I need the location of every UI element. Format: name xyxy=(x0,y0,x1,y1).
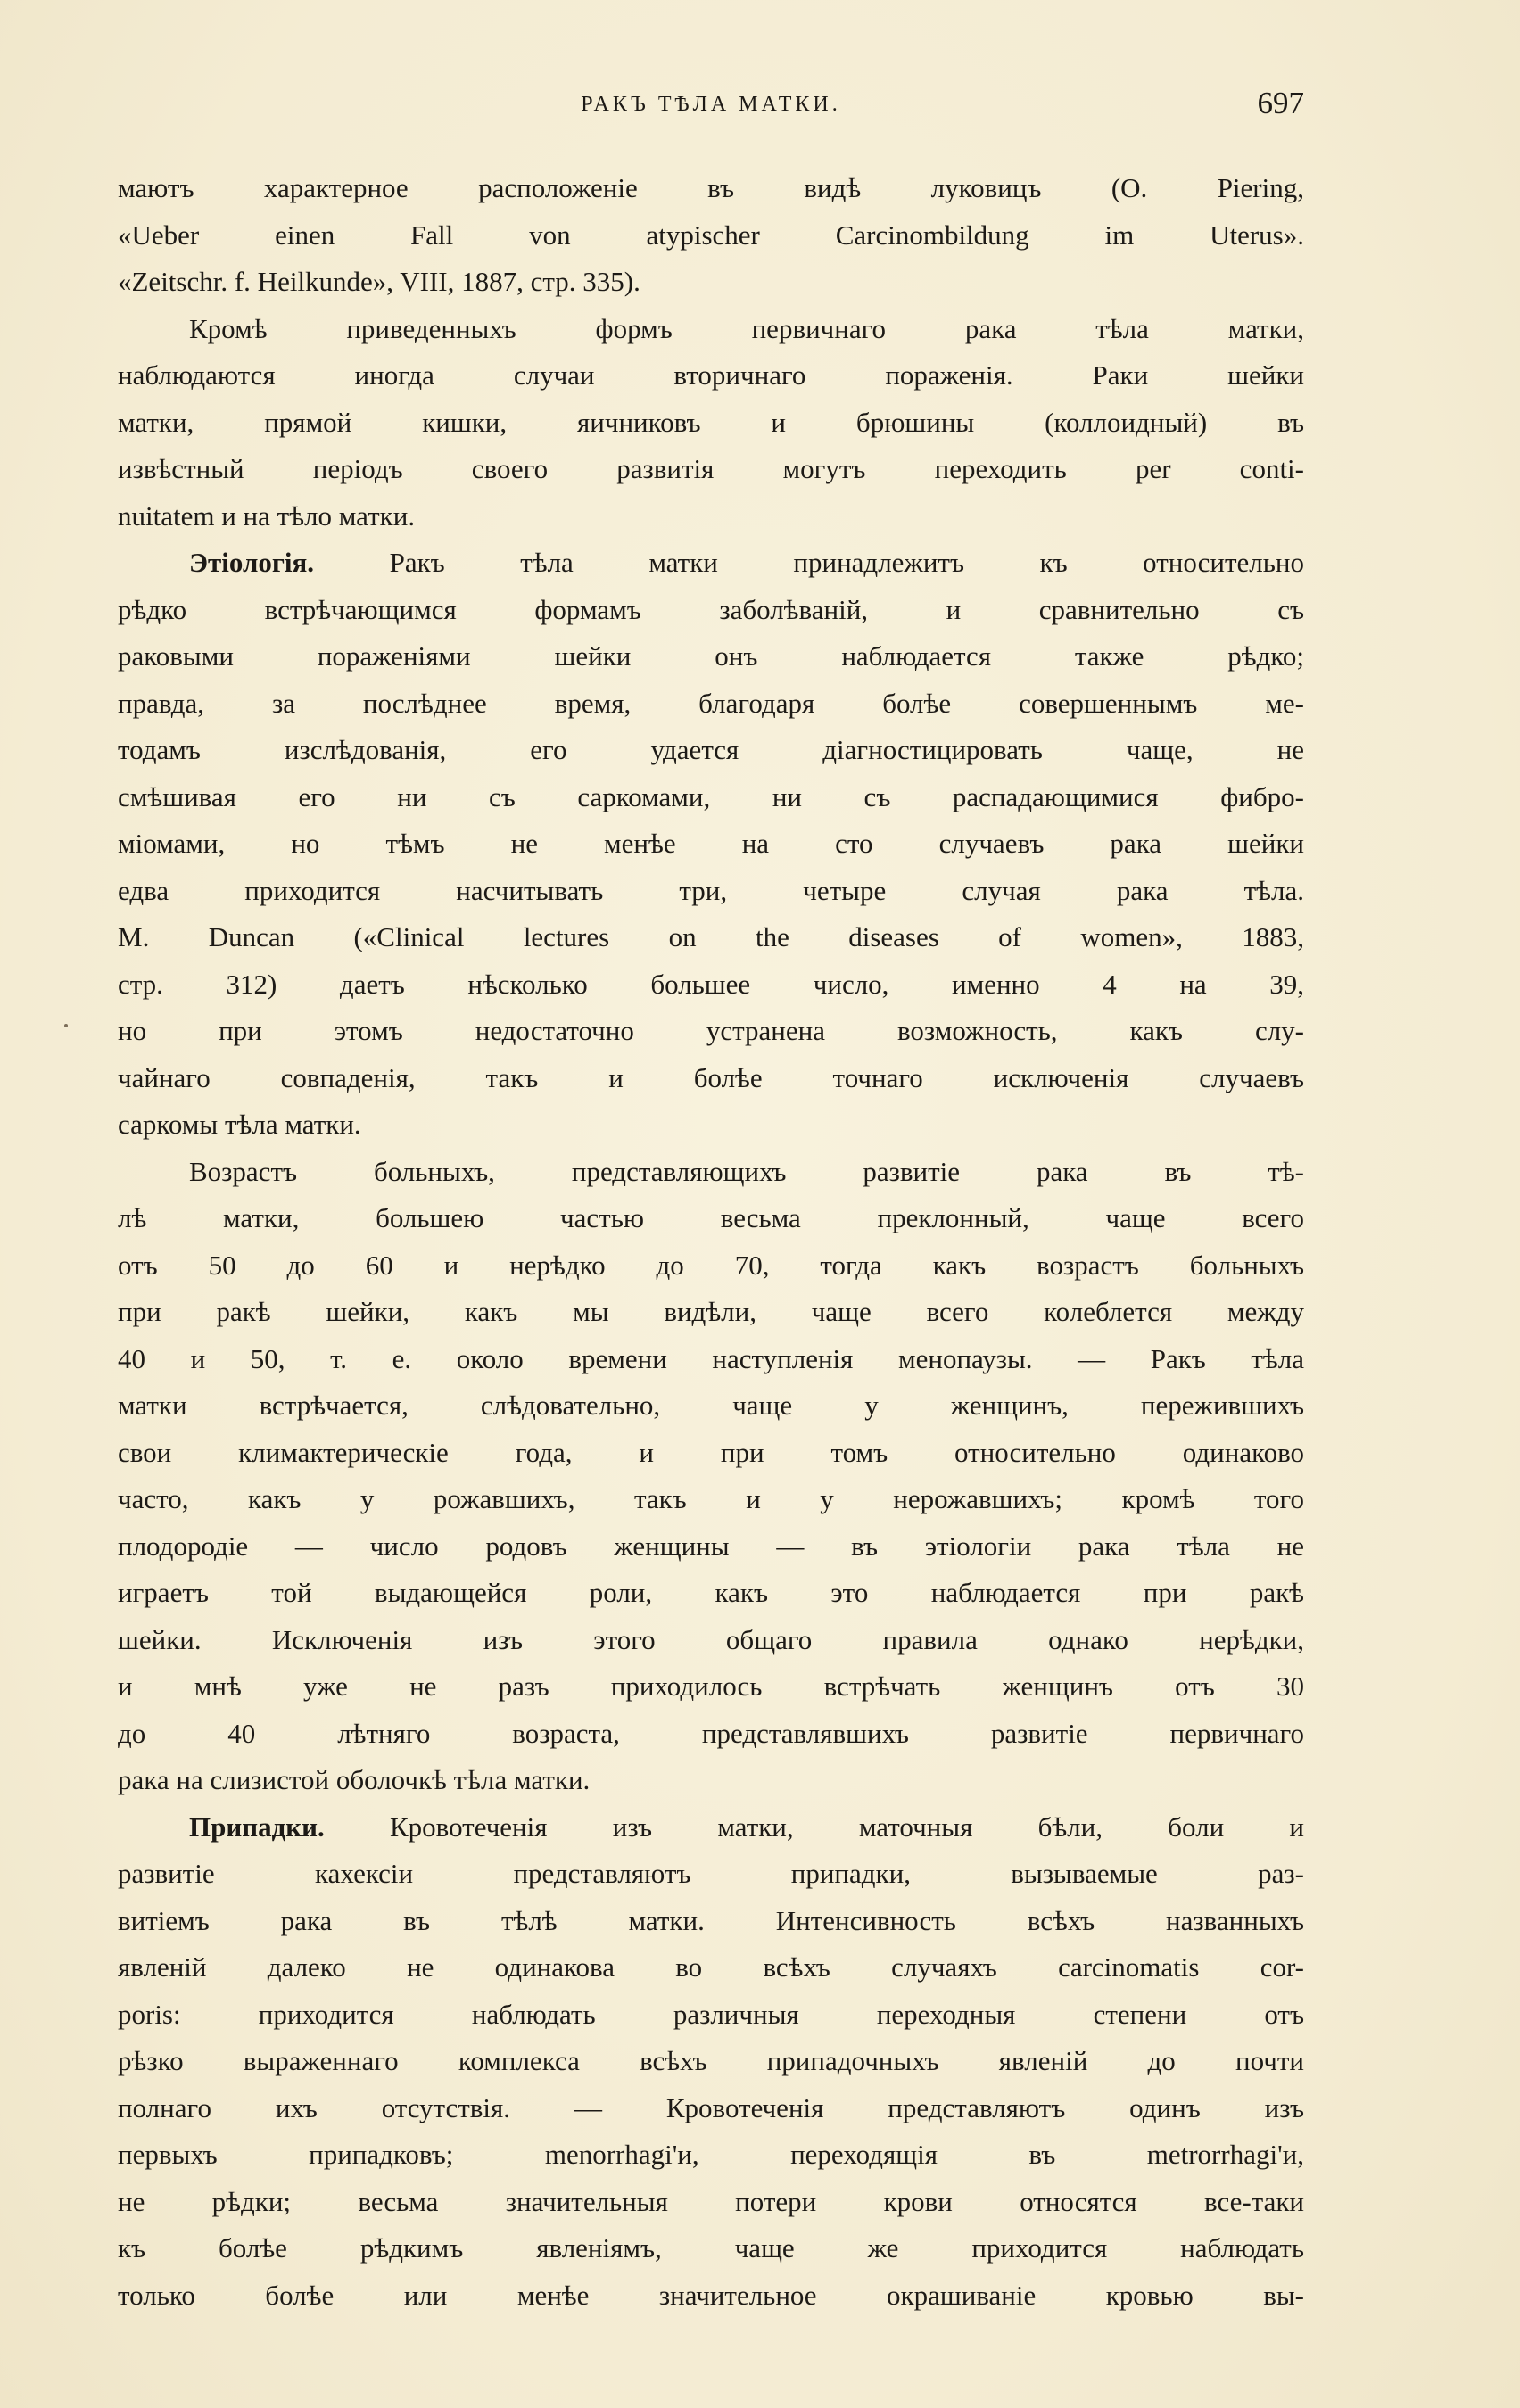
text-line: полнаго ихъ отсутствія. — Кровотеченія представляютъ одинъ изъ xyxy=(118,2091,1304,2123)
text-line: рѣзко выраженнаго комплекса всѣхъ припадочныхъ явленій до почти xyxy=(118,2045,1304,2076)
text-run: Ракъ тѣла матки принадлежитъ къ относительно xyxy=(314,547,1304,578)
text-line: играетъ той выдающейся роли, какъ это наблюдается при ракѣ xyxy=(118,1577,1304,1608)
running-title: РАКЪ ТѢЛА МАТКИ. xyxy=(581,93,841,116)
text-line: свои климактерическіе года, и при томъ относительно одинаково xyxy=(118,1436,1304,1468)
text-line: отъ 50 до 60 и нерѣдко до 70, тогда какъ возрастъ больныхъ xyxy=(118,1249,1304,1281)
text-line: до 40 лѣтняго возраста, представлявшихъ развитіе первичнаго xyxy=(118,1717,1304,1749)
text-line: часто, какъ у рожавшихъ, такъ и у нерожавшихъ; кромѣ того xyxy=(118,1483,1304,1514)
text-line: саркомы тѣла матки. xyxy=(118,1109,361,1140)
text-line: чайнаго совпаденія, такъ и болѣе точнаго исключенія случаевъ xyxy=(118,1061,1304,1093)
section-heading-etiology: Этіологія. xyxy=(189,547,315,578)
text-line: poris: приходится наблюдать различныя переходныя степени отъ xyxy=(118,1998,1304,2030)
page-number: 697 xyxy=(1257,86,1304,120)
text-line: не рѣдки; весьма значительныя потери крови относятся все-таки xyxy=(118,2185,1304,2217)
text-line: 40 и 50, т. е. около времени наступленія менопаузы. — Ракъ тѣла xyxy=(118,1342,1304,1374)
text-line: M. Duncan («Clinical lectures on the diseases of women», 1883, xyxy=(118,921,1304,952)
text-line: наблюдаются иногда случаи вторичнаго пораженія. Раки шейки xyxy=(118,359,1304,391)
text-line: шейки. Исключенія изъ этого общаго правила однако нерѣдки, xyxy=(118,1623,1304,1655)
text-line-with-heading xyxy=(118,540,1304,587)
paragraph-age xyxy=(118,1149,1304,1804)
print-speck xyxy=(64,1024,68,1027)
text-line: и мнѣ уже не разъ приходилось встрѣчать женщинъ отъ 30 xyxy=(118,1670,1304,1702)
text-line: правда, за послѣднее время, благодаря болѣе совершеннымъ ме- xyxy=(118,687,1304,719)
text-line: Возрастъ больныхъ, представляющихъ развитіе рака въ тѣ- xyxy=(189,1155,1304,1187)
text-line: явленій далеко не одинакова во всѣхъ случаяхъ carcinomatis cor- xyxy=(118,1951,1304,1983)
text-line: nuitatem и на тѣло матки. xyxy=(118,499,416,532)
text-line: міомами, но тѣмъ не менѣе на сто случаевъ рака шейки xyxy=(118,828,1304,859)
paragraph-symptoms xyxy=(118,1804,1304,2320)
paragraph-secondary-forms xyxy=(118,306,1304,540)
text-run: Кровотеченія изъ матки, маточныя бѣли, боли и xyxy=(324,1810,1304,1843)
text-line: матки встрѣчается, слѣдовательно, чаще у женщинъ, пережившихъ xyxy=(118,1390,1304,1421)
text-line: рака на слизистой оболочкѣ тѣла матки. xyxy=(118,1764,591,1795)
text-line: «Ueber einen Fall von atypischer Carcinombildung im Uterus». xyxy=(118,219,1304,251)
text-line: при ракѣ шейки, какъ мы видѣли, чаще всего колеблется между xyxy=(118,1296,1304,1327)
text-line: смѣшивая его ни съ саркомами, ни съ распадающимися фибро- xyxy=(118,780,1304,812)
text-line: маютъ характерное расположеніе въ видѣ луковицъ (O. Piering, xyxy=(118,172,1304,203)
text-line: рѣдко встрѣчающимся формамъ заболѣваній, и сравнительно съ xyxy=(118,593,1304,625)
text-line: матки, прямой кишки, яичниковъ и брюшины (коллоидный) въ xyxy=(118,406,1304,438)
paragraph-etiology xyxy=(118,540,1304,1149)
section-heading-symptoms: Припадки. xyxy=(189,1810,325,1843)
text-line: только болѣе или менѣе значительное окрашиваніе кровью вы- xyxy=(118,2279,1304,2311)
text-line: развитіе кахексіи представляютъ припадки, вызываемые раз- xyxy=(118,1858,1304,1889)
text-line: витіемъ рака въ тѣлѣ матки. Интенсивность всѣхъ названныхъ xyxy=(118,1904,1304,1936)
running-head xyxy=(118,86,1304,121)
text-line: но при этомъ недостаточно устранена возможность, какъ слу- xyxy=(118,1015,1304,1046)
text-line-with-heading xyxy=(118,1804,1304,1851)
text-line: лѣ матки, большею частью весьма преклонный, чаще всего xyxy=(118,1202,1304,1233)
text-line: едва приходится насчитывать три, четыре случая рака тѣла. xyxy=(118,874,1304,906)
text-line: «Zeitschr. f. Heilkunde», VIII, 1887, стр. 335). xyxy=(118,266,640,297)
text-line: тодамъ изслѣдованія, его удается діагностицировать чаще, не xyxy=(118,734,1304,765)
text-line: стр. 312) даетъ нѣсколько большее число, именно 4 на 39, xyxy=(118,968,1304,1000)
text-line: извѣстный періодъ своего развитія могутъ переходить per conti- xyxy=(118,453,1304,484)
text-line: плодородіе — число родовъ женщины — въ этіологіи рака тѣла не xyxy=(118,1530,1304,1562)
text-line: первыхъ припадковъ; menorrhagi'и, переходящія въ metrorrhagi'и, xyxy=(118,2139,1304,2170)
text-line: Кромѣ приведенныхъ формъ первичнаго рака тѣла матки, xyxy=(189,312,1304,344)
paragraph-continuation xyxy=(118,165,1304,306)
text-line: къ болѣе рѣдкимъ явленіямъ, чаще же приходится наблюдать xyxy=(118,2232,1304,2264)
body-text xyxy=(118,165,1304,2319)
text-line: раковыми пораженіями шейки онъ наблюдается также рѣдко; xyxy=(118,640,1304,672)
